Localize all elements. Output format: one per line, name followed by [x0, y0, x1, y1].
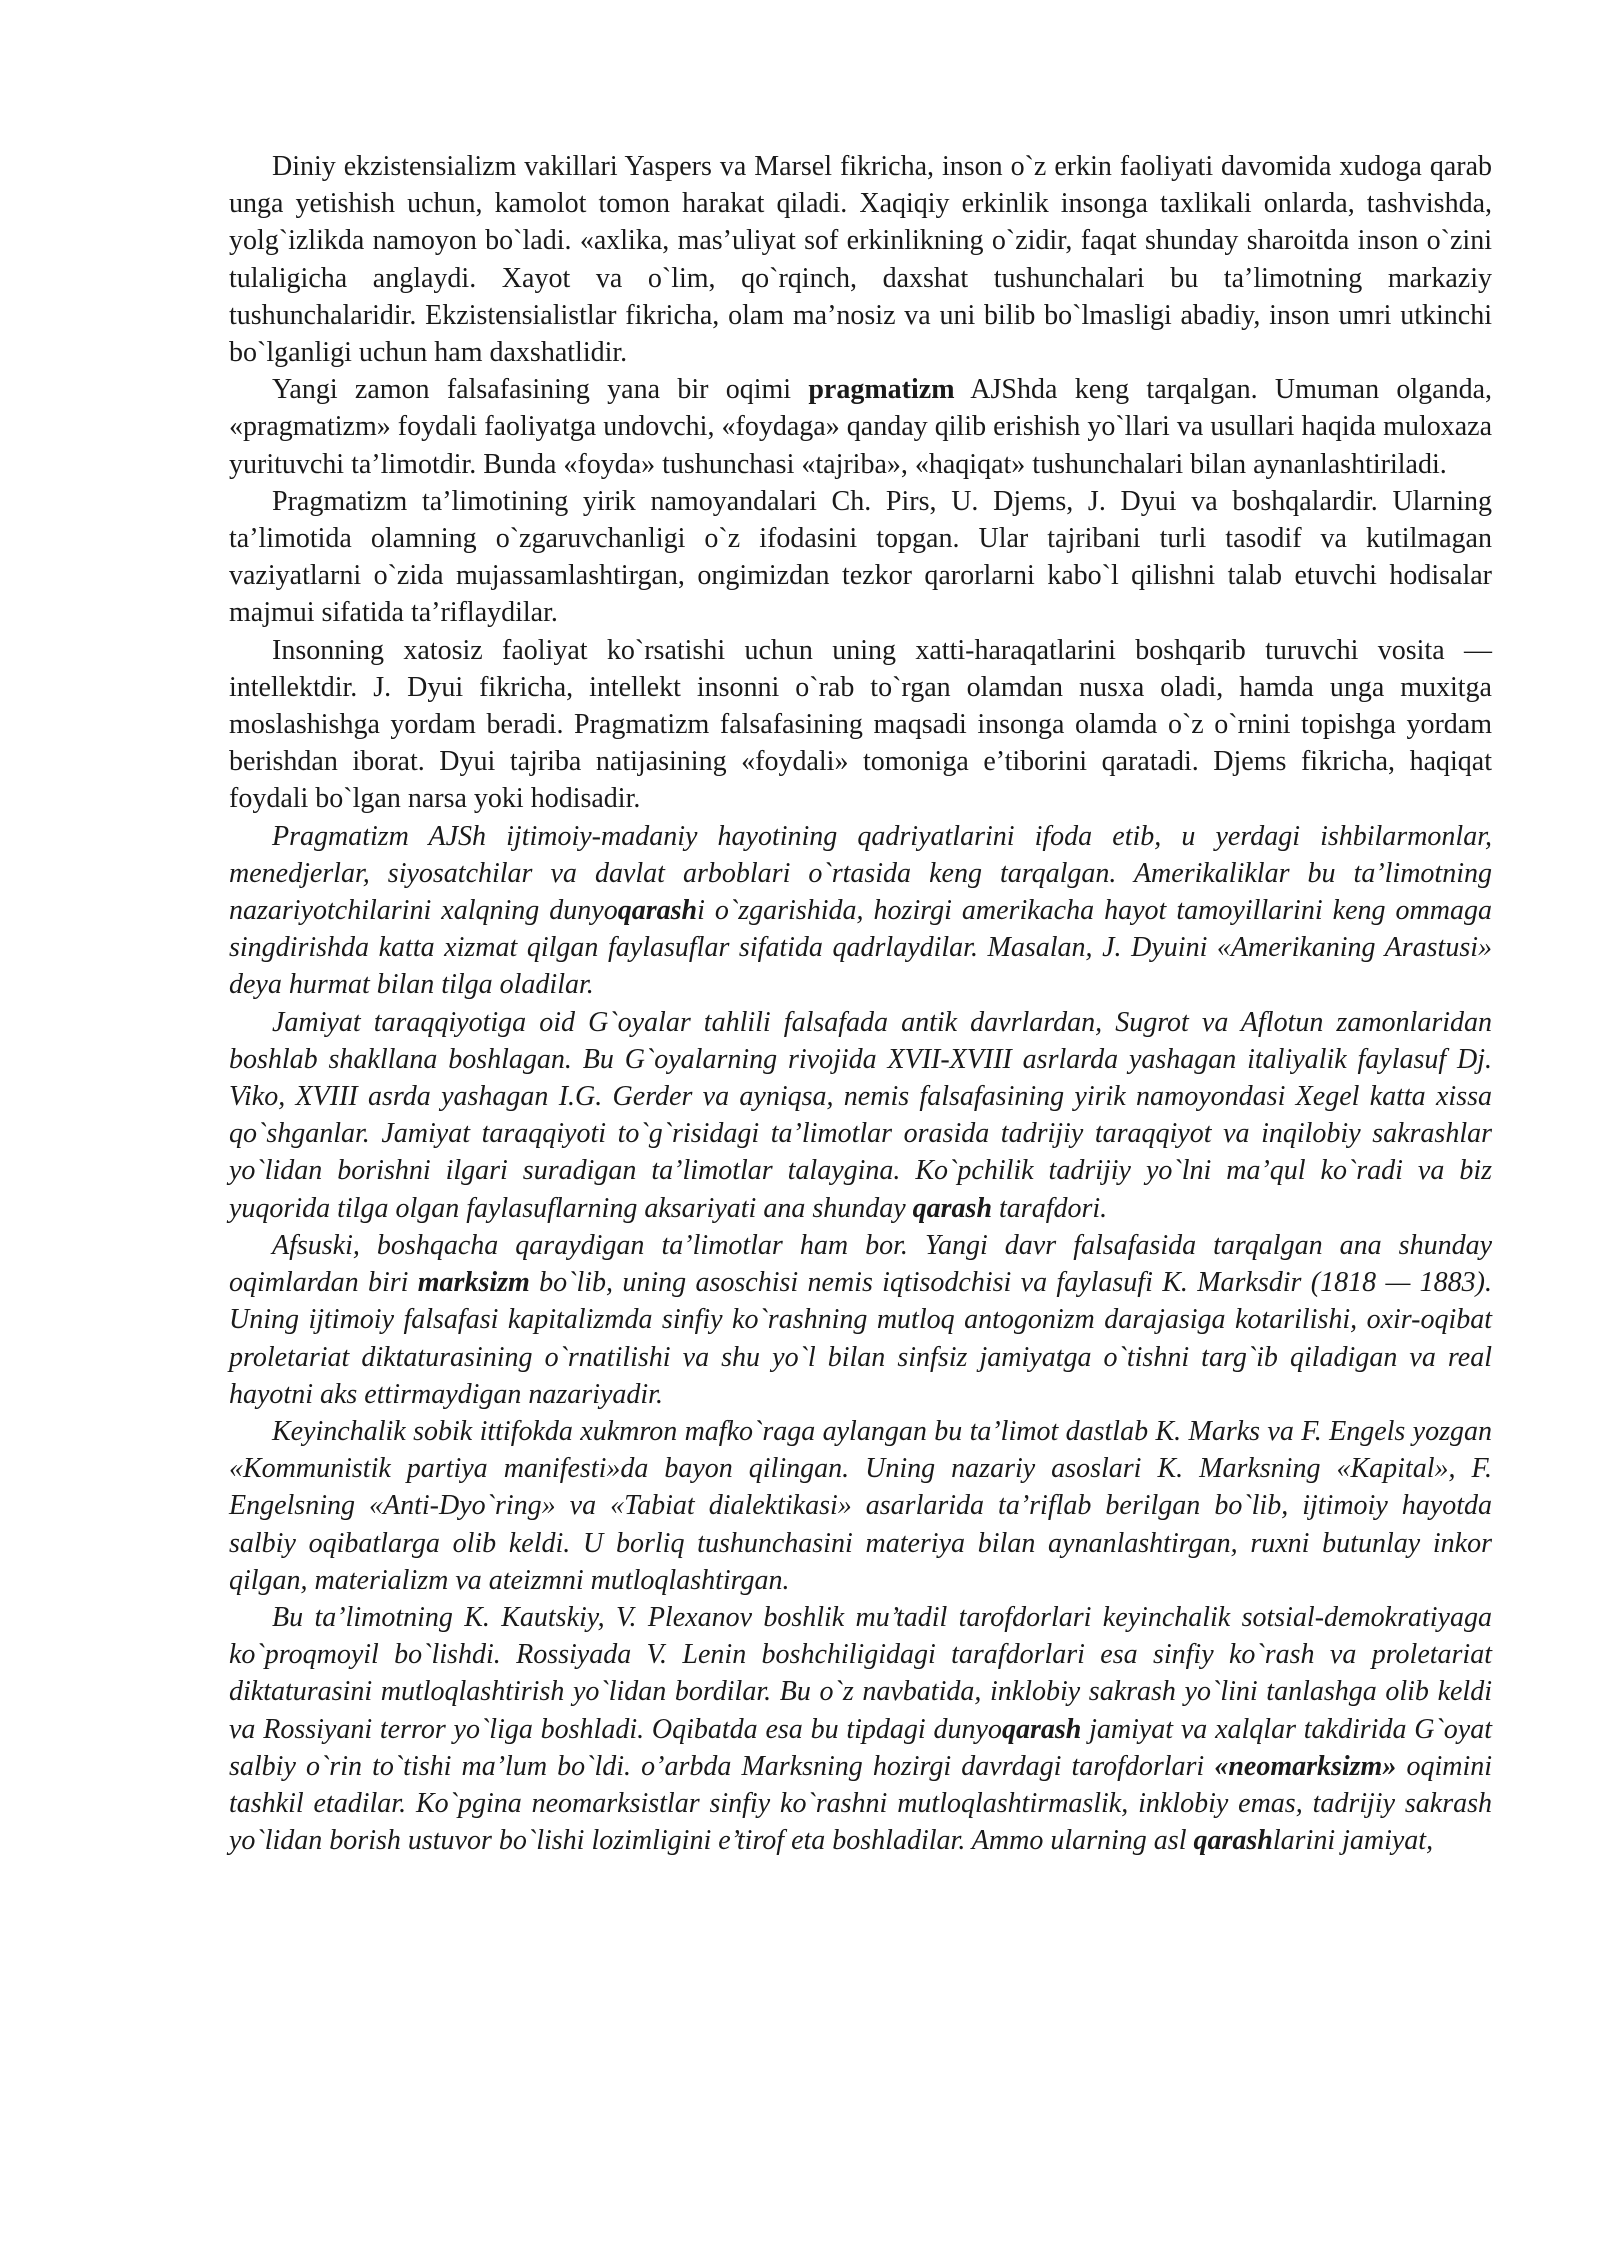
text-run: oqimini tashkil etadilar. Ko`pgina neomarksistlar sinfiy ko`rashni mutloqlashtirmaslik, inklobiy emas, tadrijiy sakrash yo`lidan borish ustuvor bo`lishi lozimligini e’tirof eta boshladilar. Ammo ularning asl [229, 1750, 1492, 1857]
body-paragraph [229, 371, 1492, 483]
body-paragraph [229, 1413, 1492, 1599]
bold-term: qarash [617, 895, 698, 927]
bold-term: qarash [912, 1192, 993, 1224]
text-run: Insonning xatosiz faoliyat ko`rsatishi uchun uning xatti-haraqatlarini boshqarib turuvchi vosita — intellektdir. J. Dyui fikricha, intellekt insonni o`rab to`rgan olamdan nusxa oladi, hamda unga muxitga moslashishga yordam beradi. Pragmatizm falsafasining maqsadi insonga olamda o`z o`rnini topishga yordam berishdan iborat. Dyui tajriba natijasining «foydali» tomoniga e’tiborini qaratadi. Djems fikricha, haqiqat foydali bo`lgan narsa yoki hodisadir. [229, 634, 1492, 815]
text-run: Diniy ekzistensializm vakillari Yaspers va Marsel fikricha, inson o`z erkin faoliyati davomida xudoga qarab unga yetishish uchun, kamolot tomon harakat qiladi. Xaqiqiy erkinlik insonga taxlikali onlarda, tashvishda, yolg`izlikda namoyon bo`ladi. «axlika, mas’uliyat sof erkinlikning o`zidir, faqat shunday sharoitda inson o`zini tulaligicha anglaydi. Xayot va o`lim, qo`rqinch, daxshat tushunchalari bu ta’limotning markaziy tushunchalaridir. Ekzistensialistlar fikricha, olam ma’nosiz va uni bilib bo`lmasligi abadiy, inson umri utkinchi bo`lganligi uchun ham daxshatlidir. [229, 151, 1492, 369]
body-paragraph [229, 148, 1492, 371]
text-run: tarafdori. [992, 1192, 1108, 1224]
text-run: i o`zgarishida, hozirgi amerikacha hayot tamoyillarini keng ommaga singdirishda katta xizmat qilgan faylasuflar sifatida qadrlaydilar. Masalan, J. Dyuini «Amerikaning Arastusi» deya hurmat bilan tilga oladilar. [229, 895, 1492, 1001]
text-run: AJShda keng tarqalgan. Umuman olganda, «pragmatizm» foydali faoliyatga undovchi, «foydaga» qanday qilib erishish yo`llari va usullari haqida muloxaza yurituvchi ta’limotdir. Bunda «foyda» tushunchasi «tajriba», «haqiqat» tushunchalari bilan aynanlashtiriladi. [229, 374, 1492, 480]
bold-term: qarash [1001, 1713, 1082, 1745]
text-run: jamiyat va xalqlar takdirida G`oyat salbiy o`rin to`tishi ma’lum bo`ldi. o’arbda Marksning hozirgi davrdagi tarofdorlari [229, 1713, 1492, 1782]
body-paragraph [229, 1004, 1492, 1227]
body-paragraph [229, 818, 1492, 1004]
text-run: bo`lib, uning asoschisi nemis iqtisodchisi va faylasufi K. Marksdir (1818 — 1883). Uning ijtimoiy falsafasi kapitalizmda sinfiy ko`rashning mutloq antogonizm darajasiga kotarilishi, oxir-oqibat proletariat diktaturasining o`rnatilishi va shu yo`l bilan sinfsiz jamiyatga o`tishni targ`ib qiladigan va real hayotni aks ettirmaydigan nazariyadir. [229, 1267, 1493, 1410]
body-paragraph [229, 632, 1492, 818]
text-run: Afsuski, boshqacha qaraydigan ta’limotlar ham bor. Yangi davr falsafasida tarqalgan ana shunday oqimlardan biri [229, 1229, 1492, 1299]
text-run: Keyinchalik sobik ittifokda xukmron mafko`raga aylangan bu ta’limot dastlab K. Marks va F. Engels yozgan «Kommunistik partiya manifesti»da bayon qilingan. Uning nazariy asoslari K. Marksning «Kapital», F. Engelsning «Anti-Dyo`ring» va «Tabiat dialektikasi» asarlarida ta’riflab berilgan bo`lib, ijtimoiy hayotda salbiy oqibatlarga olib keldi. U borliq tushunchasini materiya bilan aynanlashtirgan, ruxni butunlay inkor qilgan, materializm va ateizmni mutloqlashtirgan. [229, 1415, 1492, 1596]
document-page [229, 148, 1492, 1859]
bold-term: pragmatizm [808, 374, 955, 406]
body-paragraph [229, 483, 1492, 632]
body-paragraph [229, 1227, 1492, 1413]
bold-term: «neomarksizm» [1214, 1750, 1397, 1782]
text-run: Jamiyat taraqqiyotiga oid G`oyalar tahlili falsafada antik davrlardan, Sugrot va Aflotun zamonlaridan boshlab shakllana boshlagan. Bu G`oyalarning rivojida XVII-XVIII asrlarda yashagan italiyalik faylasuf Dj. Viko, XVIII asrda yashagan I.G. Gerder va ayniqsa, nemis falsafasining yirik namoyondasi Xegel katta xissa qo`shganlar. Jamiyat taraqqiyoti to`g`risidagi ta’limotlar orasida tadrijiy taraqqiyot va inqilobiy sakrashlar yo`lidan borishni ilgari suradigan ta’limotlar talaygina. Ko`pchilik tadrijiy yo`lni ma’qul ko`radi va biz yuqorida tilga olgan faylasuflarning aksariyati ana shunday [229, 1006, 1492, 1224]
bold-term: marksizm [417, 1267, 530, 1299]
text-run: Pragmatizm AJSh ijtimoiy-madaniy hayotining qadriyatlarini ifoda etib, u yerdagi ishbilarmonlar, menedjerlar, siyosatchilar va davlat arboblari o`rtasida keng tarqalgan. Amerikaliklar bu ta’limotning nazariyotchilarini xalqning dunyo [229, 820, 1492, 927]
text-run: Pragmatizm ta’limotining yirik namoyandalari Ch. Pirs, U. Djems, J. Dyui va boshqalardir. Ularning ta’limotida olamning o`zgaruvchanligi o`z ifodasini topgan. Ular tajribani turli tasodif va kutilmagan vaziyatlarni o`zida mujassamlashtirgan, ongimizdan tezkor qarorlarni kabo`l qilishni talab etuvchi hodisalar majmui sifatida ta’riflaydilar. [229, 485, 1492, 629]
body-paragraph [229, 1599, 1492, 1859]
bold-term: qarash [1193, 1825, 1273, 1857]
text-run: Yangi zamon falsafasining yana bir oqimi [272, 374, 809, 406]
text-run: Bu ta’limotning K. Kautskiy, V. Plexanov boshlik mu’tadil tarofdorlari keyinchalik sotsial-demokratiyaga ko`proqmoyil bo`lishdi. Rossiyada V. Lenin boshchiligidagi tarafdorlari esa sinfiy ko`rash va proletariat diktaturasini mutloqlashtirish yo`lidan bordilar. Bu o`z navbatida, inklobiy sakrash yo`lini tanlashga olib keldi va Rossiyani terror yo`liga boshladi. Oqibatda esa bu tipdagi dunyo [229, 1601, 1492, 1745]
text-run: larini jamiyat, [1272, 1825, 1434, 1857]
